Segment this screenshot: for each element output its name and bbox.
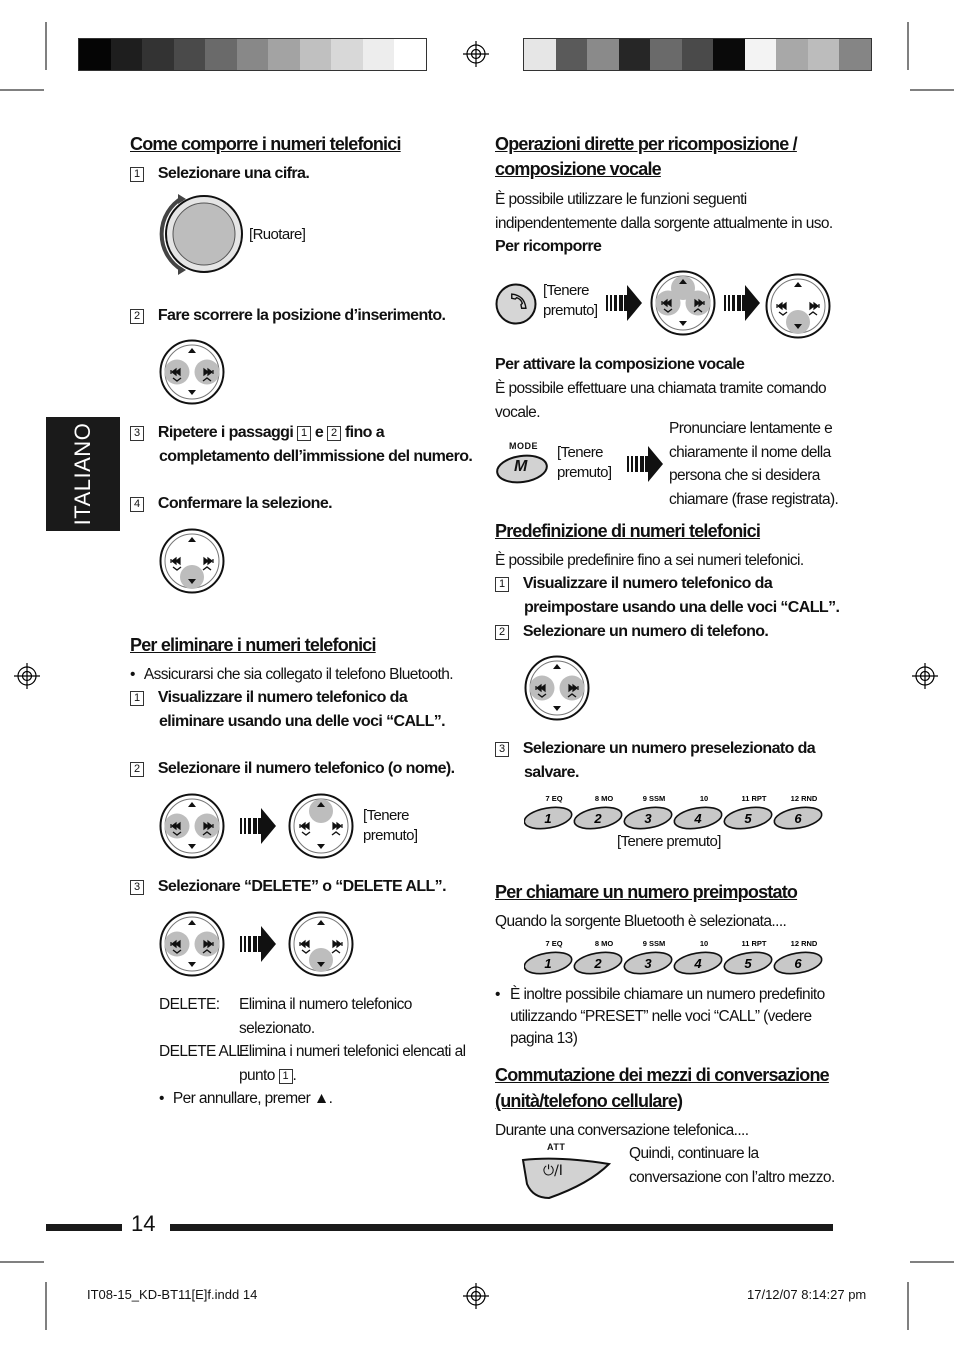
step-number: 3 (495, 742, 509, 757)
preset-key-number: 4 (694, 956, 702, 971)
hold-label (557, 443, 611, 483)
delete-step-1 (130, 686, 407, 710)
rotary-knob-icon (156, 190, 248, 280)
step-number: 2 (130, 309, 144, 324)
color-swatch (745, 39, 777, 70)
preset-buttons-svg (524, 937, 824, 977)
def-line: punto 1 . (239, 1066, 297, 1084)
heading-switch (495, 1063, 829, 1113)
att-button-icon (519, 1154, 613, 1202)
step-number: 3 (130, 426, 144, 441)
step-text: Ripetere i passaggi (157, 424, 294, 441)
color-swatch (713, 39, 745, 70)
preset-intro: È possibile predefinire fino a sei numeri telefonici. (495, 552, 804, 569)
delete-all-def (239, 1040, 465, 1087)
registration-mark-top (463, 41, 489, 67)
bullet-line: È inoltre possibile chiamare un numero predefinito (510, 986, 825, 1003)
step-3 (130, 421, 384, 445)
switch-then (629, 1142, 835, 1189)
then-line: Quindi, continuare la (629, 1145, 759, 1162)
hold-label: [Tenere premuto] (617, 833, 721, 850)
color-swatch (587, 39, 619, 70)
bullet-bluetooth: • Assicurarsi che sia collegato il telefono Bluetooth. (130, 666, 453, 683)
color-swatch (300, 39, 332, 70)
step-text: Selezionare una cifra. (157, 165, 310, 182)
color-swatch (619, 39, 651, 70)
heading-delete: Per eliminare i numeri telefonici (130, 635, 376, 655)
def-line: Elimina i numeri telefonici elencati al (239, 1043, 466, 1060)
footer-file: IT08-15_KD-BT11[E]f.indd 14 (87, 1287, 258, 1302)
intro-line: È possibile utilizzare le funzioni seguenti (495, 191, 747, 208)
hold-line: premuto] (543, 302, 598, 319)
preset-key-label: 7 EQ (545, 939, 563, 948)
control-pad-icon (288, 911, 354, 982)
control-pad-icon (159, 528, 225, 599)
step-text: Selezionare un numero di telefono. (522, 623, 769, 640)
preset-key-label: 10 (699, 794, 709, 803)
color-swatch (142, 39, 174, 70)
hold-line: [Tenere (543, 282, 589, 299)
color-swatch (174, 39, 206, 70)
right-arrow-icon (724, 285, 760, 326)
hold-label (543, 281, 597, 321)
step-number: 4 (130, 497, 144, 512)
heading-direct-ops (495, 132, 797, 181)
att-key-label: ⏻/I (543, 1163, 563, 1179)
color-swatch (79, 39, 111, 70)
color-swatch (268, 39, 300, 70)
control-pad-icon (159, 793, 225, 864)
step-number: 2 (130, 762, 144, 777)
preset-key-label: 12 RND (790, 939, 818, 948)
switch-intro: Durante una conversazione telefonica.... (495, 1122, 749, 1139)
preset-buttons-row (524, 937, 824, 977)
color-bar-right (523, 38, 872, 71)
step-text: Fare scorrere la posizione d’inserimento. (157, 307, 446, 324)
control-pad-icon (524, 655, 590, 726)
color-swatch (650, 39, 682, 70)
direct-intro (495, 188, 833, 235)
bullet-line: utilizzando “PRESET” nelle voci “CALL” (vedere (510, 1008, 812, 1025)
right-arrow-icon (240, 926, 276, 967)
step-text: Confermare la selezione. (157, 495, 332, 512)
preset-key-label: 8 MO (594, 939, 614, 948)
heading-compose: Come comporre i numeri telefonici (130, 134, 401, 154)
color-swatch (237, 39, 269, 70)
step-text: Selezionare “DELETE” o “DELETE ALL”. (157, 878, 446, 895)
language-tab-label: ITALIANO (70, 422, 95, 526)
bullet-cancel: • Per annullare, premer ▲. (159, 1090, 333, 1107)
preset-key-number: 2 (594, 811, 602, 826)
step-4 (130, 492, 332, 516)
def-line: selezionato. (239, 1019, 315, 1037)
color-swatch (682, 39, 714, 70)
preset-buttons-row (524, 792, 824, 832)
step-number: 1 (495, 577, 509, 592)
preset-key-number: 6 (794, 956, 802, 971)
footer-date: 17/12/07 8:14:27 pm (747, 1287, 867, 1302)
hold-line: [Tenere (363, 807, 409, 824)
color-swatch (556, 39, 588, 70)
delete-step-2 (130, 757, 455, 781)
step-ref: 2 (327, 426, 341, 441)
step-text: Visualizzare il numero telefonico da (157, 689, 408, 706)
then-line: conversazione con l’altro mezzo. (629, 1168, 835, 1186)
preset-step-1-cont: preimpostare usando una delle voci “CALL”. (524, 599, 840, 616)
color-swatch (111, 39, 143, 70)
preset-key-number: 2 (594, 956, 602, 971)
delete-term: DELETE: (159, 996, 220, 1013)
say-line: chiamare (frase registrata). (669, 490, 839, 508)
step-number: 1 (130, 167, 144, 182)
bullet-line: pagina 13) (510, 1030, 578, 1047)
step-text: e (314, 424, 324, 441)
preset-buttons-svg (524, 792, 824, 832)
voice-line: vocale. (495, 403, 540, 421)
heading-line: composizione vocale (495, 159, 661, 179)
hold-line: premuto] (557, 464, 612, 481)
color-swatch (363, 39, 395, 70)
preset-step-2 (495, 620, 768, 644)
preset-step-1 (495, 572, 772, 596)
heading-line: Operazioni dirette per ricomposizione / (495, 134, 797, 154)
bullet-text: Assicurarsi che sia collegato il telefono Bluetooth. (143, 666, 453, 683)
color-swatch (524, 39, 556, 70)
step-number: 1 (130, 691, 144, 706)
hold-line: [Tenere (557, 444, 603, 461)
right-arrow-icon (240, 808, 276, 849)
step-text: Visualizzare il numero telefonico da (522, 575, 773, 592)
footer-rule-left (46, 1224, 122, 1231)
right-arrow-icon (606, 285, 642, 326)
step-3-cont: completamento dell’immissione del numero. (159, 448, 473, 465)
footer-rule-right (170, 1224, 833, 1231)
bullet-preset-note: • È inoltre possibile chiamare un numero predefinito utilizzando “PRESET” nelle voci “CALL” (vedere pagina 13) (495, 984, 825, 1050)
color-swatch (331, 39, 363, 70)
delete-all-term: DELETE ALL: (159, 1043, 249, 1060)
preset-key-label: 10 (699, 939, 709, 948)
mode-key-label: M (514, 458, 528, 475)
control-pad-icon (288, 793, 354, 864)
preset-key-number: 5 (744, 811, 752, 826)
heading-line: (unità/telefono cellulare) (495, 1091, 683, 1111)
def-text: punto (239, 1066, 275, 1084)
preset-key-label: 12 RND (790, 794, 818, 803)
control-pad-icon (765, 273, 831, 344)
preset-key-label: 9 SSM (642, 939, 666, 948)
heading-preset: Predefinizione di numeri telefonici (495, 521, 761, 541)
call-preset-intro: Quando la sorgente Bluetooth è selezionata.... (495, 913, 787, 930)
preset-key-label: 11 RPT (741, 794, 767, 803)
preset-key-label: 9 SSM (642, 794, 666, 803)
heading-call-preset: Per chiamare un numero preimpostato (495, 882, 798, 902)
preset-step-3-cont: salvare. (524, 764, 579, 781)
heading-line: Commutazione dei mezzi di conversazione (495, 1065, 829, 1085)
delete-def (239, 993, 412, 1040)
preset-key-label: 7 EQ (545, 794, 563, 803)
registration-mark-left (14, 663, 40, 689)
delete-step-1-cont: eliminare usando una delle voci “CALL”. (159, 713, 445, 730)
preset-key-number: 5 (744, 956, 752, 971)
control-pad-icon (159, 339, 225, 410)
preset-key-number: 6 (794, 811, 802, 826)
preset-key-label: 11 RPT (741, 939, 767, 948)
preset-key-number: 3 (644, 956, 652, 971)
registration-mark-bottom (463, 1283, 489, 1309)
page-number: 14 (131, 1211, 156, 1236)
say-name-text (669, 417, 838, 511)
preset-step-3 (495, 737, 815, 761)
color-swatch (839, 39, 871, 70)
step-text: fino a (344, 424, 385, 441)
redial-title: Per ricomporre (495, 238, 602, 255)
voice-line: È possibile effettuare una chiamata tramite comando (495, 380, 826, 397)
intro-line: indipendentemente dalla sorgente attualmente in uso. (495, 214, 833, 232)
control-pad-icon (159, 911, 225, 982)
step-number: 2 (495, 625, 509, 640)
step-1 (130, 162, 309, 186)
hold-line: premuto] (363, 827, 418, 844)
right-arrow-icon (627, 446, 663, 487)
step-ref: 1 (279, 1069, 293, 1084)
step-text: Selezionare il numero telefonico (o nome). (157, 760, 455, 777)
def-line: Elimina il numero telefonico (239, 996, 412, 1013)
voice-title: Per attivare la composizione vocale (495, 356, 745, 373)
step-text: Selezionare un numero preselezionato da (522, 740, 816, 757)
color-swatch (776, 39, 808, 70)
delete-step-3 (130, 875, 446, 899)
color-swatch (808, 39, 840, 70)
say-line: chiaramente il nome della (669, 443, 831, 461)
phone-button-icon (495, 283, 539, 325)
step-2 (130, 304, 445, 328)
say-line: persona che si desidera (669, 467, 820, 484)
bullet-text: Per annullare, premer ▲. (172, 1090, 333, 1107)
color-bar-left (78, 38, 427, 71)
rotate-label: [Ruotare] (249, 226, 306, 243)
control-pad-icon (650, 270, 716, 341)
say-line: Pronunciare lentamente e (669, 420, 833, 437)
color-swatch (394, 39, 426, 70)
mode-label: MODE (509, 441, 538, 451)
preset-key-number: 4 (694, 811, 702, 826)
step-ref: 1 (297, 426, 311, 441)
color-swatch (205, 39, 237, 70)
preset-key-number: 3 (644, 811, 652, 826)
att-label: ATT (547, 1142, 566, 1152)
preset-key-number: 1 (544, 811, 552, 826)
preset-key-label: 8 MO (594, 794, 614, 803)
hold-label (363, 806, 417, 846)
step-number: 3 (130, 880, 144, 895)
preset-key-number: 1 (544, 956, 552, 971)
language-tab (46, 417, 120, 531)
registration-mark-right (912, 663, 938, 689)
